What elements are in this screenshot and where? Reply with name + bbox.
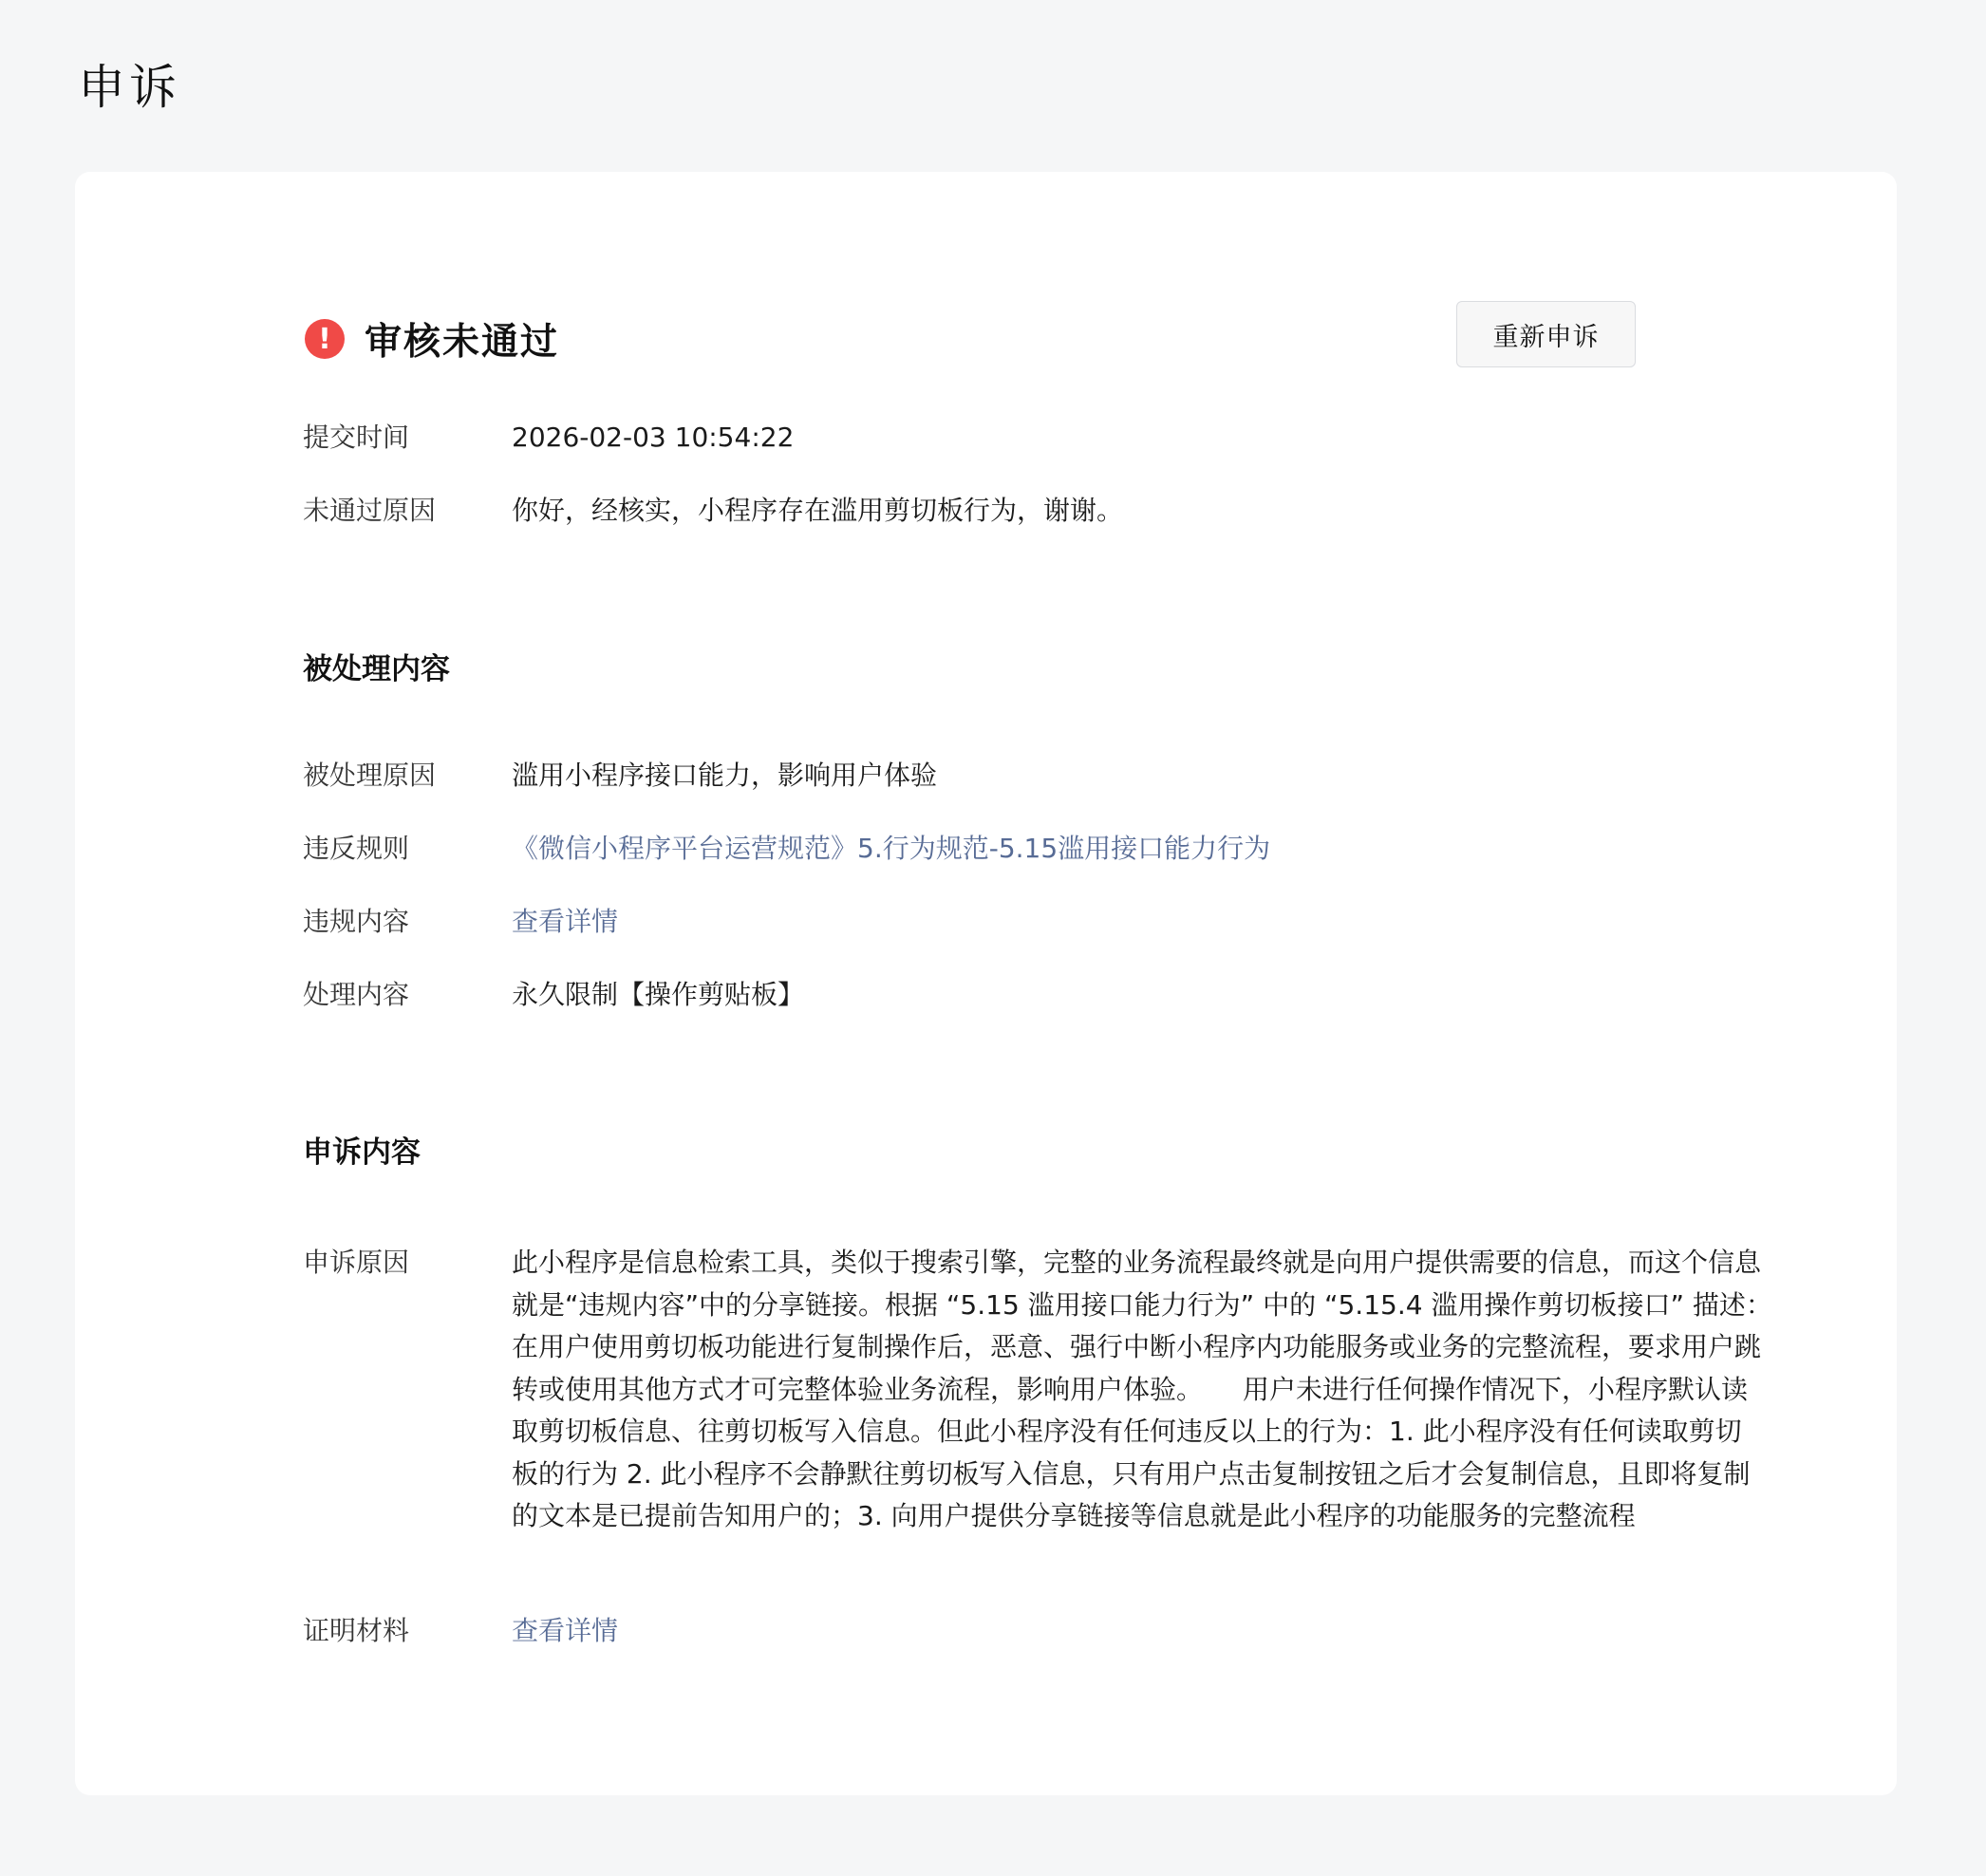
- proof-details-link[interactable]: 查看详情: [512, 1615, 619, 1646]
- processing-action-label: 处理内容: [303, 979, 410, 1010]
- reject-reason-label: 未通过原因: [303, 495, 437, 526]
- reappeal-button[interactable]: 重新申诉: [1456, 301, 1636, 367]
- violation-details-link[interactable]: 查看详情: [512, 906, 619, 937]
- violated-rule-label: 违反规则: [303, 833, 410, 864]
- appeal-reason-label: 申诉原因: [303, 1247, 410, 1278]
- page-title: 申诉: [78, 60, 180, 115]
- violated-rule-row: [303, 828, 1765, 870]
- processed-reason-row: [303, 755, 1765, 797]
- violation-content-label: 违规内容: [303, 906, 410, 937]
- appeal-card: [75, 172, 1897, 1795]
- appeal-reason-value: 此小程序是信息检索工具，类似于搜索引擎，完整的业务流程最终就是向用户提供需要的信息，而这个信息就是“违规内容”中的分享链接。根据 “5.15 滥用接口能力行为” 中的 “5.15.4 滥用操作剪切板接口” 描述： 在用户使用剪切板功能进行复制操作后，恶意、强行中断小程序内功能服务或业务的完整流程，要求用户跳转或使用其他方式才可完整体验业务流程，影响用户体验。 用户未进行任何操作情况下，小程序默认读取剪切板信息、往剪切板写入信息。但此小程序没有任何违反以上的行为：1. 此小程序没有任何读取剪切板的行为 2. 此小程序不会静默往剪切板写入信息，只有用户点击复制按钮之后才会复制信息，且即将复制的文本是已提前告知用户的；3. 向用户提供分享链接等信息就是此小程序的功能服务的完整流程: [512, 1247, 1812, 1531]
- appeal-section-title: 申诉内容: [303, 1135, 421, 1170]
- violated-rule-link[interactable]: 《微信小程序平台运营规范》5.行为规范-5.15滥用接口能力行为: [512, 833, 1271, 864]
- status-title: 审核未通过: [365, 321, 560, 364]
- submit-time-label: 提交时间: [303, 422, 410, 453]
- proof-materials-label: 证明材料: [303, 1615, 410, 1646]
- processing-action-row: [303, 974, 1765, 1016]
- processing-action-value: 永久限制【操作剪贴板】: [512, 979, 805, 1010]
- processed-reason-label: 被处理原因: [303, 760, 437, 791]
- processed-section-title: 被处理内容: [303, 652, 450, 686]
- submit-time-row: [303, 417, 1765, 459]
- reject-reason-row: [303, 490, 1765, 532]
- submit-time-value: 2026-02-03 10:54:22: [512, 422, 795, 453]
- status-header: [305, 301, 559, 377]
- processed-reason-value: 滥用小程序接口能力，影响用户体验: [512, 760, 938, 791]
- reject-reason-value: 你好，经核实，小程序存在滥用剪切板行为，谢谢。: [512, 495, 1124, 526]
- alert-circle-icon: !: [305, 319, 345, 359]
- appeal-reason-row: [303, 1242, 1812, 1538]
- proof-materials-row: [303, 1610, 1765, 1652]
- violation-content-row: [303, 901, 1765, 943]
